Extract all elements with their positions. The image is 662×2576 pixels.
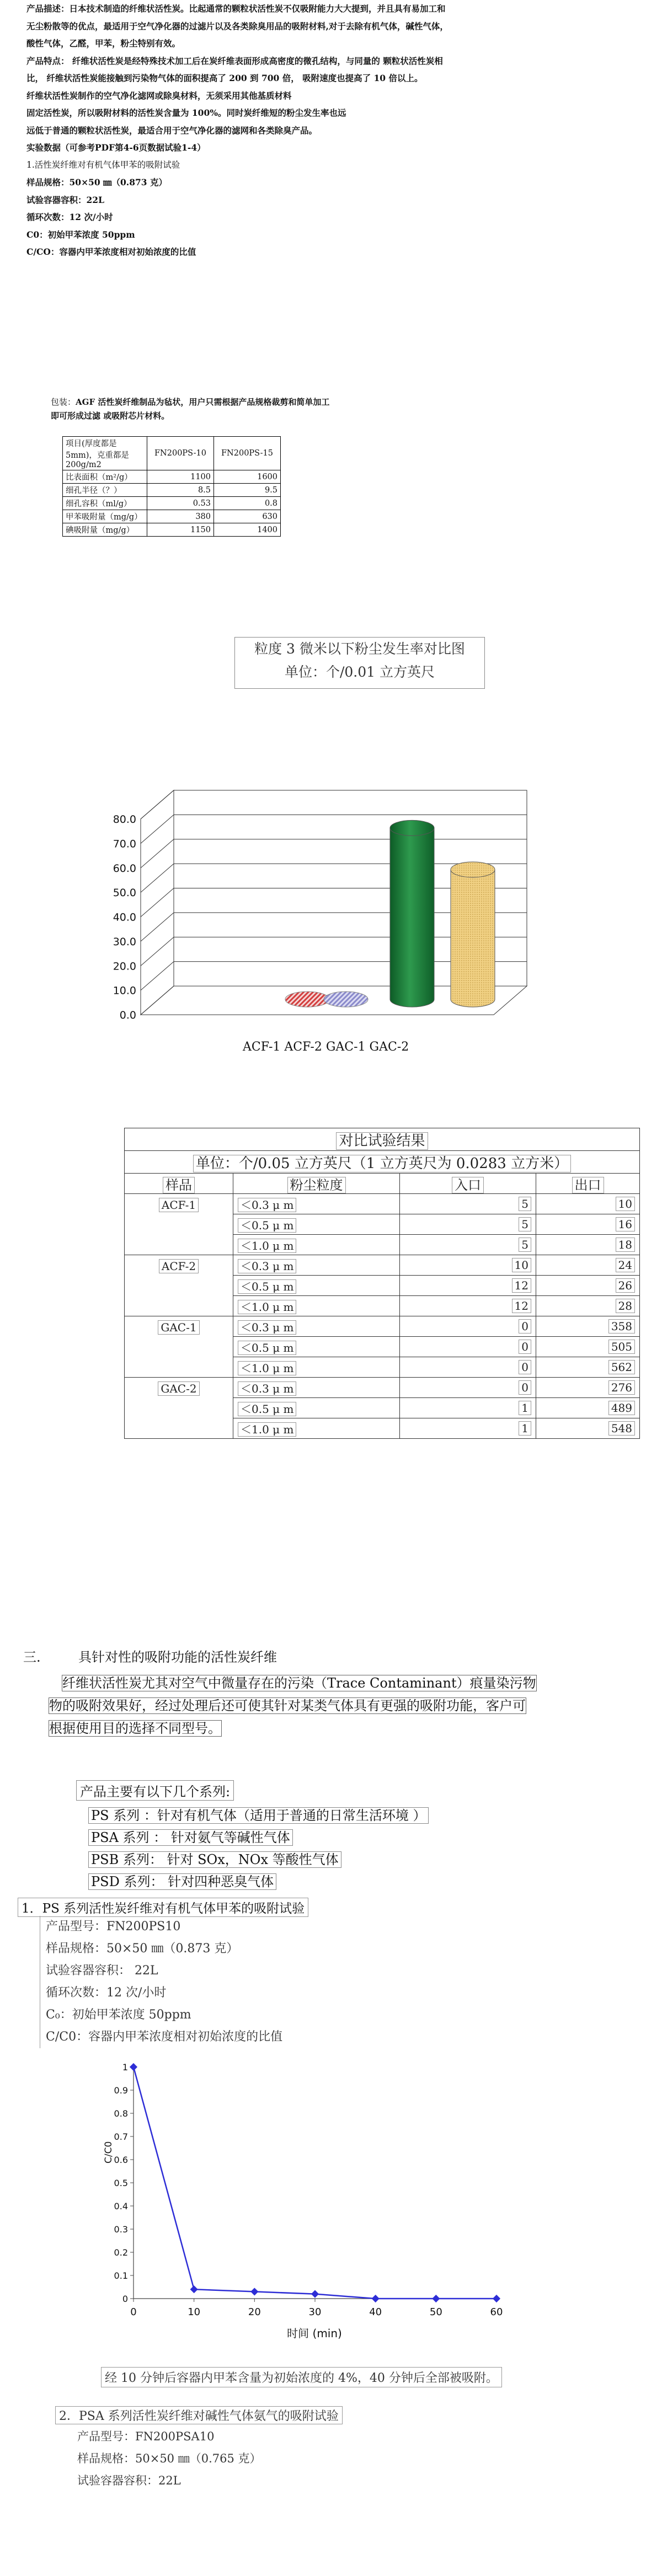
y-tick-label: 0.7 xyxy=(114,2132,128,2142)
intro-line: C0：初始甲苯浓度 50ppm xyxy=(26,229,135,240)
particle-bar-chart xyxy=(97,772,560,1081)
table-cell: 562 xyxy=(536,1357,640,1378)
bar-body xyxy=(451,870,495,1007)
intro-line: 无尘粉散等的优点，最适用于空气净化器的过滤片以及各类除臭用品的吸附材料,对于去除有机气体，碱性气体， xyxy=(26,20,449,31)
intro-line: 纤维状活性炭制作的空气净化滤网或除臭材料，无须采用其他基质材料 xyxy=(26,90,292,101)
table-row xyxy=(63,497,281,510)
table-cell: 1150 xyxy=(147,523,214,537)
bar-body xyxy=(390,828,434,1007)
section-number: 三. xyxy=(23,1650,41,1665)
table-cell: 0 xyxy=(400,1378,536,1398)
spec-table xyxy=(62,436,281,537)
ps-test-title: 1．PS 系列活性炭纤维对有机气体甲苯的吸附试验 xyxy=(18,1898,308,1917)
series-item: PSD 系列： 针对四种恶臭气体 xyxy=(88,1873,276,1890)
table-header-cell: 项目(厚度都是 5mm)，克重都是 200g/m2 xyxy=(63,437,147,470)
data-point xyxy=(190,2285,198,2293)
intro-text xyxy=(26,0,639,261)
data-point xyxy=(493,2295,500,2302)
y-tick-label: 0.1 xyxy=(114,2270,128,2281)
series-item: PSA 系列 ： 针对氨气等碱性气体 xyxy=(88,1829,293,1846)
x-tick-label: 0 xyxy=(130,2306,137,2318)
table-cell: 489 xyxy=(536,1398,640,1418)
info-line: 产品型号：FN200PS10 xyxy=(46,1920,181,1934)
intro-line: 样品规格：50×50 ㎜（0.873 克） xyxy=(26,177,167,188)
section-heading xyxy=(23,1646,277,1665)
intro-line: 产品特点： 纤维状活性炭是经特殊技术加工后在炭纤维表面形成高密度的微孔结构，与同量的 颗粒状活性炭相 xyxy=(26,55,443,66)
series-heading: 产品主要有以下几个系列: xyxy=(76,1780,234,1801)
y-tick-label: 0 xyxy=(122,2294,128,2304)
table-row xyxy=(125,1378,640,1398)
table-cell: 细孔半径（？） xyxy=(63,484,147,497)
sample-name: GAC-1 xyxy=(125,1316,233,1378)
table-cell: ＜0.3 μ m xyxy=(233,1316,400,1337)
sample-name: GAC-2 xyxy=(125,1378,233,1439)
table-header-cell: 样品 xyxy=(125,1174,233,1194)
package-note xyxy=(51,395,338,423)
adsorption-line-chart xyxy=(99,2061,513,2343)
table-cell: 甲苯吸附量（mg/g） xyxy=(63,510,147,523)
x-axis-label: 时间 (min) xyxy=(287,2327,342,2340)
table-cell: 630 xyxy=(214,510,281,523)
intro-line: 产品描述：日本技术制造的纤维状活性炭。比起通常的颗粒状活性炭不仅吸附能力大大提到，并且具有易加工和 xyxy=(26,3,446,14)
bar-top xyxy=(390,820,434,836)
chart-axes xyxy=(134,2067,496,2299)
table-cell: 9.5 xyxy=(214,484,281,497)
intro-line: 比， 纤维状活性炭能接触到污染物气体的面积提高了 200 到 700 倍， 吸附速度也提高了 10 倍以上。 xyxy=(26,73,423,83)
table-cell: 0 xyxy=(400,1357,536,1378)
y-tick-label: 60.0 xyxy=(113,862,136,875)
intro-line: 1.活性炭纤维对有机气体甲苯的吸附试验 xyxy=(26,159,180,170)
series-list xyxy=(88,1804,429,1893)
table-cell: 12 xyxy=(400,1296,536,1316)
sample-name: ACF-1 xyxy=(125,1194,233,1255)
series-item: PSB 系列： 针对 SOx，NOx 等酸性气体 xyxy=(88,1851,341,1868)
table-cell: 5 xyxy=(400,1214,536,1235)
bar-acf-1 xyxy=(285,992,329,1007)
psa-test-info xyxy=(77,2425,261,2492)
series-line xyxy=(134,2067,496,2299)
intro-line: 酸性气体，乙醛，甲苯，粉尘特别有效。 xyxy=(26,38,181,49)
y-tick-label: 50.0 xyxy=(113,887,136,899)
bar-top xyxy=(324,992,368,1007)
table-cell: 380 xyxy=(147,510,214,523)
table-header-cell: 入口 xyxy=(400,1174,536,1194)
y-tick-label: 20.0 xyxy=(113,960,136,973)
comparison-table xyxy=(124,1128,640,1439)
particle-chart-title-box xyxy=(234,637,485,689)
chart-series xyxy=(130,2063,500,2302)
table-cell: ＜1.0 μ m xyxy=(233,1418,400,1439)
table-cell: 276 xyxy=(536,1378,640,1398)
data-point xyxy=(250,2288,258,2295)
info-line: 试验容器容积： 22L xyxy=(46,1964,158,1978)
bar-gac-2 xyxy=(451,862,495,1007)
table-cell: 1 xyxy=(400,1398,536,1418)
chart-title: 粒度 3 微米以下粉尘发生率对比图 xyxy=(254,641,465,657)
table-cell: 1100 xyxy=(147,470,214,484)
table-row xyxy=(125,1316,640,1337)
y-tick-label: 30.0 xyxy=(113,935,136,948)
info-line: 样品规格：50×50 ㎜（0.873 克） xyxy=(46,1942,239,1956)
y-tick-label: 0.5 xyxy=(114,2178,128,2188)
y-tick-label: 0.0 xyxy=(119,1009,136,1021)
y-axis-ticks xyxy=(113,813,136,1021)
info-line: C₀：初始甲苯浓度 50ppm xyxy=(46,2008,191,2022)
bar-top xyxy=(451,862,495,877)
x-axis-category-labels: ACF-1 ACF-2 GAC-1 GAC-2 xyxy=(243,1040,409,1054)
table-cell: ＜0.5 μ m xyxy=(233,1276,400,1296)
paragraph-line: 纤维状活性炭尤其对空气中微量存在的污染（Trace Contaminant）痕量染污物 xyxy=(62,1675,536,1691)
y-tick-label: 0.3 xyxy=(114,2224,128,2235)
table-cell: 18 xyxy=(536,1235,640,1255)
x-tick-label: 40 xyxy=(369,2306,382,2318)
info-line: C/C0：容器内甲苯浓度相对初始浓度的比值 xyxy=(46,2030,283,2044)
table-row xyxy=(63,484,281,497)
y-tick-label: 0.8 xyxy=(114,2108,128,2119)
table-cell: 比表面积（m²/g） xyxy=(63,470,147,484)
y-tick-label: 70.0 xyxy=(113,838,136,850)
y-tick-label: 10.0 xyxy=(113,984,136,997)
y-axis-label: C/C0 xyxy=(103,2141,114,2163)
table-cell: 0 xyxy=(400,1316,536,1337)
table-cell: ＜0.5 μ m xyxy=(233,1214,400,1235)
table-row xyxy=(63,523,281,537)
table-row xyxy=(63,510,281,523)
table-title: 对比试验结果 xyxy=(125,1128,640,1151)
x-tick-label: 10 xyxy=(188,2306,201,2318)
table-cell: 548 xyxy=(536,1418,640,1439)
info-line: 试验容器容积：22L xyxy=(77,2474,181,2487)
table-cell: 5 xyxy=(400,1235,536,1255)
table-cell: 1400 xyxy=(214,523,281,537)
table-cell: 细孔容积（ml/g） xyxy=(63,497,147,510)
section-title: 具针对性的吸附功能的活性炭纤维 xyxy=(78,1650,277,1665)
y-tick-label: 0.2 xyxy=(114,2247,128,2258)
data-point xyxy=(130,2063,137,2071)
table-row xyxy=(63,437,281,470)
paragraph-line: 物的吸附效果好，经过处理后还可使其针对某类气体具有更强的吸附功能，客户可 xyxy=(49,1698,526,1713)
data-point xyxy=(311,2290,319,2298)
table-cell: 5 xyxy=(400,1194,536,1214)
info-line: 产品型号：FN200PSA10 xyxy=(77,2430,215,2443)
table-cell: 0.53 xyxy=(147,497,214,510)
table-unit: 单位：个/0.05 立方英尺（1 立方英尺为 0.0283 立方米） xyxy=(125,1151,640,1174)
sample-name: ACF-2 xyxy=(125,1255,233,1316)
table-cell: 8.5 xyxy=(147,484,214,497)
table-header-cell: 出口 xyxy=(536,1174,640,1194)
table-cell: 10 xyxy=(536,1194,640,1214)
y-tick-label: 0.4 xyxy=(114,2201,128,2211)
table-cell: ＜0.5 μ m xyxy=(233,1398,400,1418)
package-label: 包装： xyxy=(51,397,76,407)
table-cell: 28 xyxy=(536,1296,640,1316)
table-cell: 358 xyxy=(536,1316,640,1337)
table-cell: 1600 xyxy=(214,470,281,484)
table-header-cell: FN200PS-15 xyxy=(214,437,281,470)
table-row xyxy=(125,1151,640,1174)
y-tick-label: 80.0 xyxy=(113,813,136,826)
table-row xyxy=(63,470,281,484)
table-cell: ＜0.5 μ m xyxy=(233,1337,400,1357)
psa-test-title: 2．PSA 系列活性炭纤维对碱性气体氨气的吸附试验 xyxy=(55,2406,343,2424)
table-cell: 24 xyxy=(536,1255,640,1276)
paragraph-line: 根据使用目的选择不同型号。 xyxy=(49,1721,221,1736)
info-line: 样品规格：50×50 ㎜（0.765 克） xyxy=(77,2452,261,2465)
intro-line: 远低于普通的颗粒状活性炭，最适合用于空气净化器的滤网和各类除臭产品。 xyxy=(26,125,318,136)
x-tick-label: 30 xyxy=(308,2306,322,2318)
table-cell: 0.8 xyxy=(214,497,281,510)
table-cell: ＜0.3 μ m xyxy=(233,1255,400,1276)
intro-line: 固定活性炭，所以吸附材料的活性炭含量为 100%。同时炭纤维短的粉尘发生率也远 xyxy=(26,108,346,118)
table-cell: 505 xyxy=(536,1337,640,1357)
table-row xyxy=(125,1128,640,1151)
y-tick-label: 0.9 xyxy=(114,2085,128,2096)
table-row xyxy=(125,1194,640,1214)
table-header-cell: 粉尘粒度 xyxy=(233,1174,400,1194)
axis-ticks xyxy=(114,2062,503,2318)
table-cell: 26 xyxy=(536,1276,640,1296)
y-tick-label: 40.0 xyxy=(113,911,136,924)
package-text: AGF 活性炭纤维制品为毡状，用户只需根据产品规格裁剪和简单加工即可形成过滤 或吸附芯片材料。 xyxy=(51,397,330,421)
chart-subtitle: 单位：个/0.01 立方英尺 xyxy=(284,664,435,680)
table-cell: ＜1.0 μ m xyxy=(233,1296,400,1316)
intro-line: 循环次数：12 次/小时 xyxy=(26,212,113,222)
table-cell: 碘吸附量（mg/g） xyxy=(63,523,147,537)
table-cell: ＜0.3 μ m xyxy=(233,1378,400,1398)
info-line: 循环次数：12 次/小时 xyxy=(46,1986,167,2000)
table-row xyxy=(125,1255,640,1276)
y-tick-label: 0.6 xyxy=(114,2155,128,2165)
table-cell: 16 xyxy=(536,1214,640,1235)
table-row xyxy=(125,1174,640,1194)
bar-acf-2 xyxy=(324,992,368,1007)
y-tick-label: 1 xyxy=(122,2062,128,2072)
intro-line: 试验容器容积：22L xyxy=(26,194,104,205)
table-cell: 10 xyxy=(400,1255,536,1276)
data-point xyxy=(372,2295,380,2302)
x-tick-label: 50 xyxy=(429,2306,442,2318)
table-header-cell: FN200PS-10 xyxy=(147,437,214,470)
series-item: PS 系列 ：针对有机气体（适用于普通的日常生活环境 ） xyxy=(88,1807,429,1824)
result-note: 经 10 分钟后容器内甲苯含量为初始浓度的 4%，40 分钟后全部被吸附。 xyxy=(101,2367,502,2387)
data-point xyxy=(432,2295,440,2302)
intro-line: 实验数据（可参考PDF第4-6页数据试验1-4） xyxy=(26,142,206,153)
table-cell: 1 xyxy=(400,1418,536,1439)
x-tick-label: 20 xyxy=(248,2306,261,2318)
intro-line: C/CO：容器内甲苯浓度相对初始浓度的比值 xyxy=(26,247,196,257)
table-cell: ＜1.0 μ m xyxy=(233,1357,400,1378)
table-cell: 12 xyxy=(400,1276,536,1296)
bar-gac-1 xyxy=(390,820,434,1007)
bar-top xyxy=(285,992,329,1007)
table-cell: ＜1.0 μ m xyxy=(233,1235,400,1255)
x-tick-label: 60 xyxy=(490,2306,503,2318)
section-paragraph xyxy=(49,1672,644,1740)
table-cell: ＜0.3 μ m xyxy=(233,1194,400,1214)
ps-test-info xyxy=(40,1916,282,2048)
table-cell: 0 xyxy=(400,1337,536,1357)
